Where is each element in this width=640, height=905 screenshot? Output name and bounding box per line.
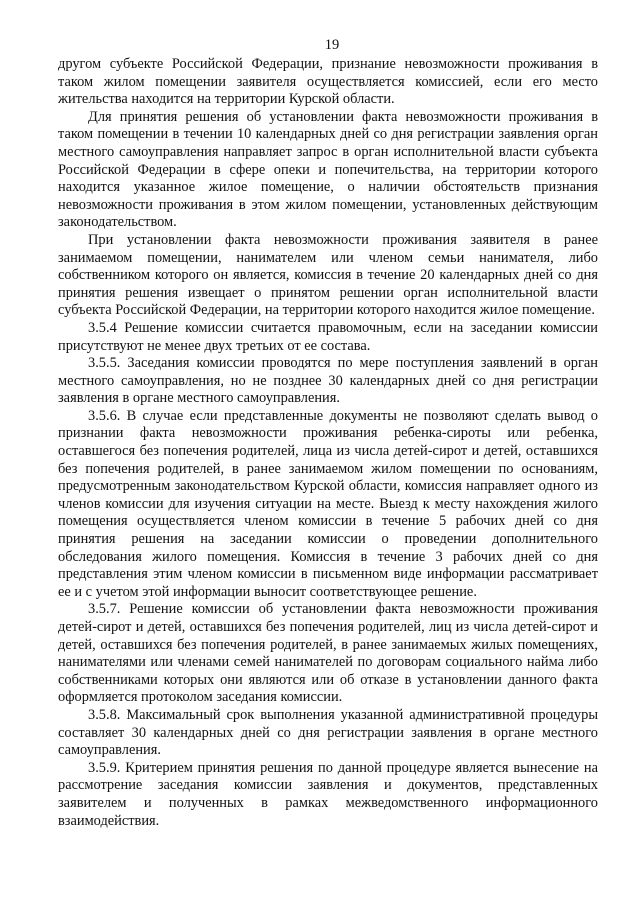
clause-3-5-8: 3.5.8. Максимальный срок выполнения указанной административной процедуры составляет 30 календарных дней со дня регистрации заявления в органе местного самоуправления. — [58, 706, 598, 759]
paragraph-request-procedure: Для принятия решения об установлении факта невозможности проживания в таком помещении в течении 10 календарных дней со дня регистрации заявления орган местного самоуправления направляет запрос в орган исполнительной власти субъекта Российской Федерации в сфере опеки и попечительства, на территории которого находится указанное жилое помещение, о наличии обстоятельств признания невозможности проживания в этом жилом помещении, установленных действующим законодательством. — [58, 108, 598, 231]
paragraph-continuation: другом субъекте Российской Федерации, признание невозможности проживания в таком жилом помещении заявителя осуществляется комиссией, если его место жительства находится на территории Курской области. — [58, 56, 598, 108]
page-number: 19 — [324, 37, 340, 53]
clause-3-5-6: 3.5.6. В случае если представленные документы не позволяют сделать вывод о признании факта невозможности проживания ребенка-сироты или ребенка, оставшегося без попечения родителей, лица из числа детей-сирот и детей, оставшихся без попечения родителей, в ранее занимаемом жилом помещении по основаниям, предусмотренным законодательством Курской области, комиссия направляет одного из членов комиссии для изучения ситуации на месте. Выезд к месту нахождения жилого помещения осуществляется членом комиссии в течение 5 рабочих дней со дня принятия решения на заседании комиссии о проведении дополнительного обследования жилого помещения. Комиссия в течение 3 рабочих дней со дня представления этим членом комиссии в письменном виде информации рассматривает ее и с учетом этой информации выносит соответствующее решение. — [58, 407, 598, 600]
paragraph-notification: При установлении факта невозможности проживания заявителя в ранее занимаемом помещении, нанимателем или членом семьи нанимателя, либо собственником которого он является, комиссия в течение 20 календарных дней со дня принятия решения извещает о принятом решении орган исполнительной власти субъекта Российской Федерации, на территории которого находится жилое помещение. — [58, 231, 598, 319]
clause-3-5-9: 3.5.9. Критерием принятия решения по данной процедуре является вынесение на рассмотрение заседания комиссии заявления и документов, представленных заявителем и полученных в рамках межведомственного информационного взаимодействия. — [58, 759, 598, 829]
clause-3-5-7: 3.5.7. Решение комиссии об установлении факта невозможности проживания детей-сирот и детей, оставшихся без попечения родителей, лиц из числа детей-сирот и детей, оставшихся без попечения родителей, в ранее занимаемых жилых помещениях, нанимателями или членами семей нанимателей по договорам социального найма либо собственниками которых они являются или об отказе в установлении данного факта оформляется протоколом заседания комиссии. — [58, 601, 598, 706]
clause-3-5-4: 3.5.4 Решение комиссии считается правомочным, если на заседании комиссии присутствуют не менее двух третьих от ее состава. — [58, 319, 598, 354]
clause-3-5-5: 3.5.5. Заседания комиссии проводятся по мере поступления заявлений в орган местного самоуправления, но не позднее 30 календарных дней со дня регистрации заявления в органе местного самоуправления. — [58, 355, 598, 407]
